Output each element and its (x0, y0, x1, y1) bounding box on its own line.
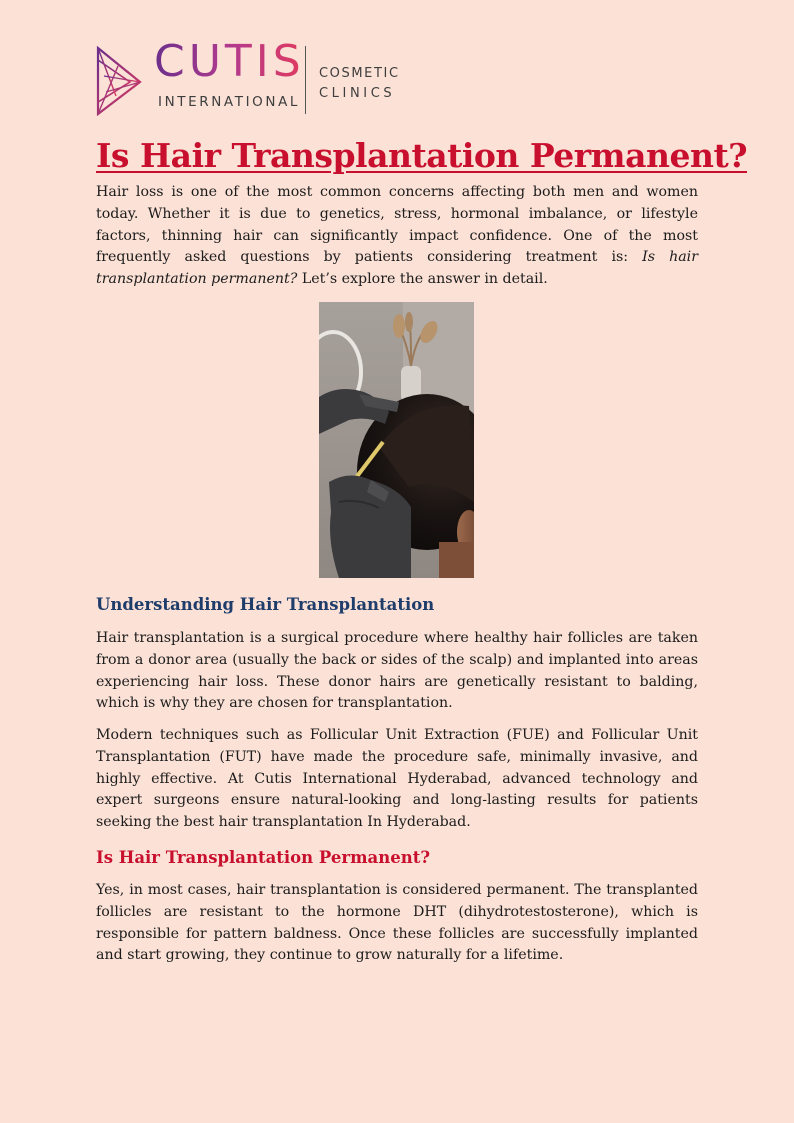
page-title: Is Hair Transplantation Permanent? (96, 136, 748, 175)
intro-text-start: Hair loss is one of the most common concerns affecting both men and women today. Whether it is due to genetics, stress, hormonal imbalance, or lifestyle factors, thinning hair can significantly impact confidence. One of the most frequently asked questions by patients considering treatment is: (96, 184, 698, 266)
section-heading-permanent: Is Hair Transplantation Permanent? (96, 848, 431, 867)
permanent-paragraph-1: Yes, in most cases, hair transplantation is considered permanent. The transplanted follicles are resistant to the hormone DHT (dihydrotestosterone), which is responsible for pattern baldness. Once these follicles are successfully implanted and start growing, they continue to grow naturally for a lifetime. (96, 882, 698, 964)
hair-procedure-image (319, 302, 474, 578)
understanding-paragraph-1: Hair transplantation is a surgical procedure where healthy hair follicles are taken from a donor area (usually the back or sides of the scalp) and implanted into areas experiencing hair loss. These donor hairs are genetically resistant to balding, which is why they are chosen for transplantation. (96, 630, 698, 712)
intro-paragraph (96, 182, 698, 291)
brand-tagline-line2: CLINICS (319, 86, 396, 101)
hair-transplant-photo (319, 302, 474, 578)
section-heading-understanding: Understanding Hair Transplantation (96, 595, 435, 614)
understanding-paragraph-2: Modern techniques such as Follicular Unit Extraction (FUE) and Follicular Unit Transplantation (FUT) have made the procedure safe, minimally invasive, and highly effective. At Cutis International Hyderabad, advanced technology and expert surgeons ensure natural-looking and long-lasting results for patients seeking the best hair transplantation In Hyderabad. (96, 727, 698, 831)
brand-tagline-line1: COSMETIC (319, 66, 400, 81)
brand-divider (305, 46, 306, 114)
intro-text-end: Let’s explore the answer in detail. (297, 271, 548, 288)
logo-mark-icon (96, 46, 144, 116)
cutis-logo (96, 36, 400, 116)
brand-tagline (319, 64, 400, 104)
brand-name: CUTIS (154, 36, 305, 87)
intro-question: Is hair transplantation permanent? (96, 249, 698, 288)
brand-subtitle: INTERNATIONAL (158, 94, 301, 110)
